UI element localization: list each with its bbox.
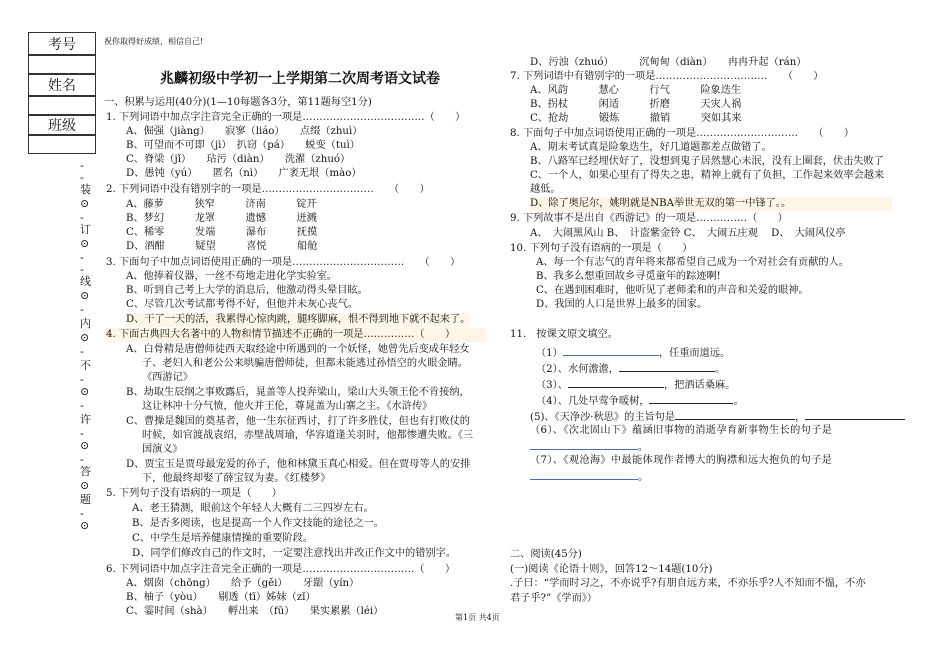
section2-subheading: (一)阅读《论语十则》，回答12～14题(10分) [510,564,713,575]
q11-blank-6[interactable] [530,438,638,450]
q11-blank-2[interactable] [619,360,715,372]
wish-text: 祝你取得好成绩，相信自己! [104,37,204,46]
exam-number-box[interactable] [28,55,96,74]
q11-line-6-suffix: 。 [638,442,649,453]
q3-option-b[interactable]: B、听到自己考上大学的消息后，他激动得头晕目眩。 [126,285,368,296]
class-label: 班级 [28,115,96,135]
section2-heading: 二、阅读(45分) [510,549,582,560]
q4-option-c-source: 国演义》 [142,444,183,455]
q3-option-d[interactable]: D、干了一天的活，我累得心惊肉跳，腿疼脚麻，恨不得到地下就不起来了。 [126,314,471,325]
q11-blank-4[interactable] [649,392,733,404]
q11-line-1-suffix: ，任重而道远。 [658,348,731,359]
q1-option-b[interactable]: B、可望而不可即（jì） 扒窃（pá） 蜕变（tuì） [126,140,360,151]
class-box[interactable] [28,135,96,154]
q10-option-c[interactable]: C、在遇到困难时，他听见了老师柔和的声音和关爱的眼神。 [536,285,809,296]
q2-option-b[interactable]: B、梦幻 龙罩 遗憾 迸溅 [126,213,317,224]
q8-stem: 8. 下面句子中加点词语使用正确的一项是………………………… （ ） [510,128,855,139]
q1-option-d[interactable]: D、愚钝（yú） 匿名（nì） 广袤无垠（mào） [126,168,362,179]
q4-option-b-cont: 这让林冲十分气愤，他火并王伦，尊晁盖为山寨之主。《水浒传》 [142,401,433,412]
binding-char: 答 [80,465,91,478]
name-box[interactable] [28,96,96,115]
q4-option-d-cont: 下，他最终却娶了薛宝钗为妻。《红楼梦》 [142,473,331,484]
q10-option-d[interactable]: D、我国的人口是世界上最多的国家。 [536,299,708,310]
q11-line-5-prefix: (5)、《天净沙·秋思》的主旨句是 [530,412,676,423]
q2-option-a[interactable]: A、藤萝 狭窄 济南 锭开 [126,199,317,210]
q11-blank-7[interactable] [530,468,638,480]
q4-option-a[interactable]: A、白骨精是唐僧师徒西天取经途中所遇到的一个妖怪，她曾先后变成年轻女 [126,344,470,355]
q11-line-7-suffix: 。 [638,472,649,483]
section1-heading: 一、积累与运用(40分)(1—10每题各3分，第11题每空1分) [104,97,372,108]
q8-option-c-cont: 越低。 [530,184,561,195]
q11-line-2 [536,360,725,377]
q6-option-a[interactable]: A、烟囱（chōng） 给予（gěi） 牙龈（yín） [126,578,360,589]
binding-char: 订 [80,223,91,236]
q10-option-b[interactable]: B、我多么想重回故乡寻觅童年的踪迹啊! [536,271,721,282]
q11-line-6-answer [530,438,648,455]
q8-option-b[interactable]: B、八路军已经埋伏好了，没想到鬼子居然慧心未泯，没有上圈套，伏击失败了 [530,156,884,167]
q11-line-1-prefix: （1） [536,348,563,359]
q9-options[interactable]: A、 大闹黑风山 B、 计盗紫金铃 C、 大闹五庄观 D、 大闹风仪亭 [530,228,846,239]
exam-number-label: 考号 [28,32,96,55]
q11-blank-5b[interactable] [805,408,905,420]
q4-option-d[interactable]: D、贾宝玉是贾母最宠爱的孙子，他和林黛玉真心相爱。但在贾母等人的安排 [126,459,471,470]
q11-line-5-sep: ， [795,412,806,423]
q6-option-c[interactable]: C、霎时间（shà） 孵出来 （fū） 果实累累（léi） [126,606,384,617]
q11-line-5 [530,408,905,425]
q11-blank-1[interactable] [563,344,659,356]
q11-line-3-prefix: （3）、 [536,380,568,391]
binding-char: 装 [80,183,91,196]
q11-line-3 [536,376,735,393]
binding-char: 不 [80,359,91,372]
q8-option-a[interactable]: A、期末考试真是险象迭生，好几道题都差点做错了。 [530,142,772,153]
q11-blank-5a[interactable] [675,408,795,420]
q5-option-d[interactable]: D、同学们修改自己的作文时，一定要注意找出并改正作文中的错别字。 [132,548,456,559]
q10-stem: 10. 下列句子没有语病的一项是（ ） [510,243,693,254]
q7-stem: 7. 下列词语中有错别字的一项是…………………………… （ ） [510,71,824,82]
q4-stem: 4. 下面古典四大名著中的人物和情节描述不正确的一项是……………（ ） [106,328,486,342]
q10-option-a[interactable]: A、每一个有志气的青年将来都希望自己成为一个对社会有贡献的人。 [536,257,849,268]
q8-option-c[interactable]: C、一个人，如果心里有了得失之患，精神上就有了负担，工作起来效率会越来 [530,170,885,181]
q2-stem: 2. 下列词语中没有错别字的一项是…………………………… （ ） [106,184,430,195]
q11-stem: 11. 按课文原文填空。 [510,329,618,340]
q11-line-1 [536,344,730,361]
page-title: 兆麟初级中学初一上学期第二次周考语文试卷 [160,71,440,87]
q11-line-7: （7）、《观沧海》中最能体现作者博大的胸襟和远大抱负的句子是 [530,455,833,466]
q11-line-4-prefix: （4）、几处早莺争暖树， [536,396,650,407]
q5-option-c[interactable]: C、中学生是培养健康情操的重要阶段。 [132,533,313,544]
q4-option-a-source: 《西游记》 [142,372,193,383]
q4-option-a-cont: 子、老妇人和老公公来哄骗唐僧师徒，但都未能逃过孙悟空的火眼金睛。 [142,358,468,369]
q7-option-c[interactable]: C、抢劫 锻炼 撤销 突如其来 [530,113,742,124]
q8-option-d[interactable]: D、除了奥尼尔，姚明就是NBA举世无双的第一中锋了。。 [530,197,892,211]
q5-option-a[interactable]: A、老王猜测，眼前这个年轻人大概有二三四岁左右。 [132,503,374,514]
q11-line-4 [536,392,744,409]
reading-passage-line-2: 君子乎?”《学而》） [510,593,598,604]
name-label: 姓名 [28,74,96,96]
q6-stem: 6. 下列词语中加点字注音完全正确的一项是……………………………（ ） [106,564,456,575]
q7-option-a[interactable]: A、风韵 慧心 行气 险象迭生 [530,85,742,96]
q6-option-b[interactable]: B、柚子（yòu） 剔透（tī）姊妹（zǐ） [126,592,316,603]
q1-option-a[interactable]: A、倔强（jiàng） 寂寥（liáo） 点缀（zhuì） [126,126,363,137]
q1-stem: 1. 下列词语中加点字注音完全正确的一项是………………………………（ ） [106,112,466,123]
q11-line-6: （6）、《次北固山下》蕴涵旧事物的消逝孕育新事物生长的句子是 [530,425,833,436]
q1-option-c[interactable]: C、脊梁（jǐ） 玷污（diàn） 洗濯（zhuó） [126,154,351,165]
q3-stem: 3. 下面句子中加点词语使用正确的一项是…………………………… （ ） [106,257,461,268]
binding-char: 许 [80,413,91,426]
q11-line-2-prefix: （2）、水何澹澹， [536,364,619,375]
q4-option-b[interactable]: B、劫取生辰纲之事败露后，晁盖等人投奔梁山，梁山大头领王伦不肯接纳， [126,387,470,398]
q5-option-b[interactable]: B、是否多阅读，也是提高一个人作文技能的途径之一。 [132,518,384,529]
q2-option-c[interactable]: C、稀零 发端 瀑布 抚摸 [126,227,318,238]
q2-option-d[interactable]: D、酒酣 疑望 喜悦 船舱 [126,241,318,252]
q3-option-c[interactable]: C、尽管几次考试都考得不好，但他并未灰心丧气。 [126,299,358,310]
page-number: 第1页 共4页 [455,613,500,622]
q9-stem: 9. 下列故事不是出自《西游记》的一项是……………（ ） [510,213,788,224]
q6-option-d[interactable]: D、污浊（zhuó） 沉甸甸（diàn） 冉冉升起（rán） [530,57,807,68]
binding-char: 题 [80,493,91,506]
binding-char: 内 [80,317,91,330]
q5-stem: 5. 下列句子没有语病的一项是（ ） [106,488,282,499]
q3-option-a[interactable]: A、他捧着仪器，一丝不苟地走进化学实验室。 [126,271,338,282]
q4-option-c[interactable]: C、曹操是魏国的奠基者，他一生东征西讨，打了许多胜仗，但也有打败仗的 [126,416,470,427]
binding-char: 线 [80,275,91,288]
q7-option-b[interactable]: B、拐杖 闲适 折磨 天灾人祸 [530,99,742,110]
q4-option-c-cont: 时候，如官渡战袁绍，赤壁战周瑜，华容道逢关羽时，他都惨遭失败。《三 [142,430,474,441]
q11-line-3-suffix: ，把酒话桑麻。 [663,380,736,391]
q11-line-2-suffix: 。 [714,364,726,375]
q11-line-7-answer [530,468,648,485]
reading-passage-line-1: .子曰：“学而时习之，不亦说乎?有朋自远方来，不亦乐乎?人不知而不愠，不亦 [510,578,866,589]
q11-blank-3[interactable] [568,376,664,388]
q11-line-4-suffix: 。 [733,396,744,407]
